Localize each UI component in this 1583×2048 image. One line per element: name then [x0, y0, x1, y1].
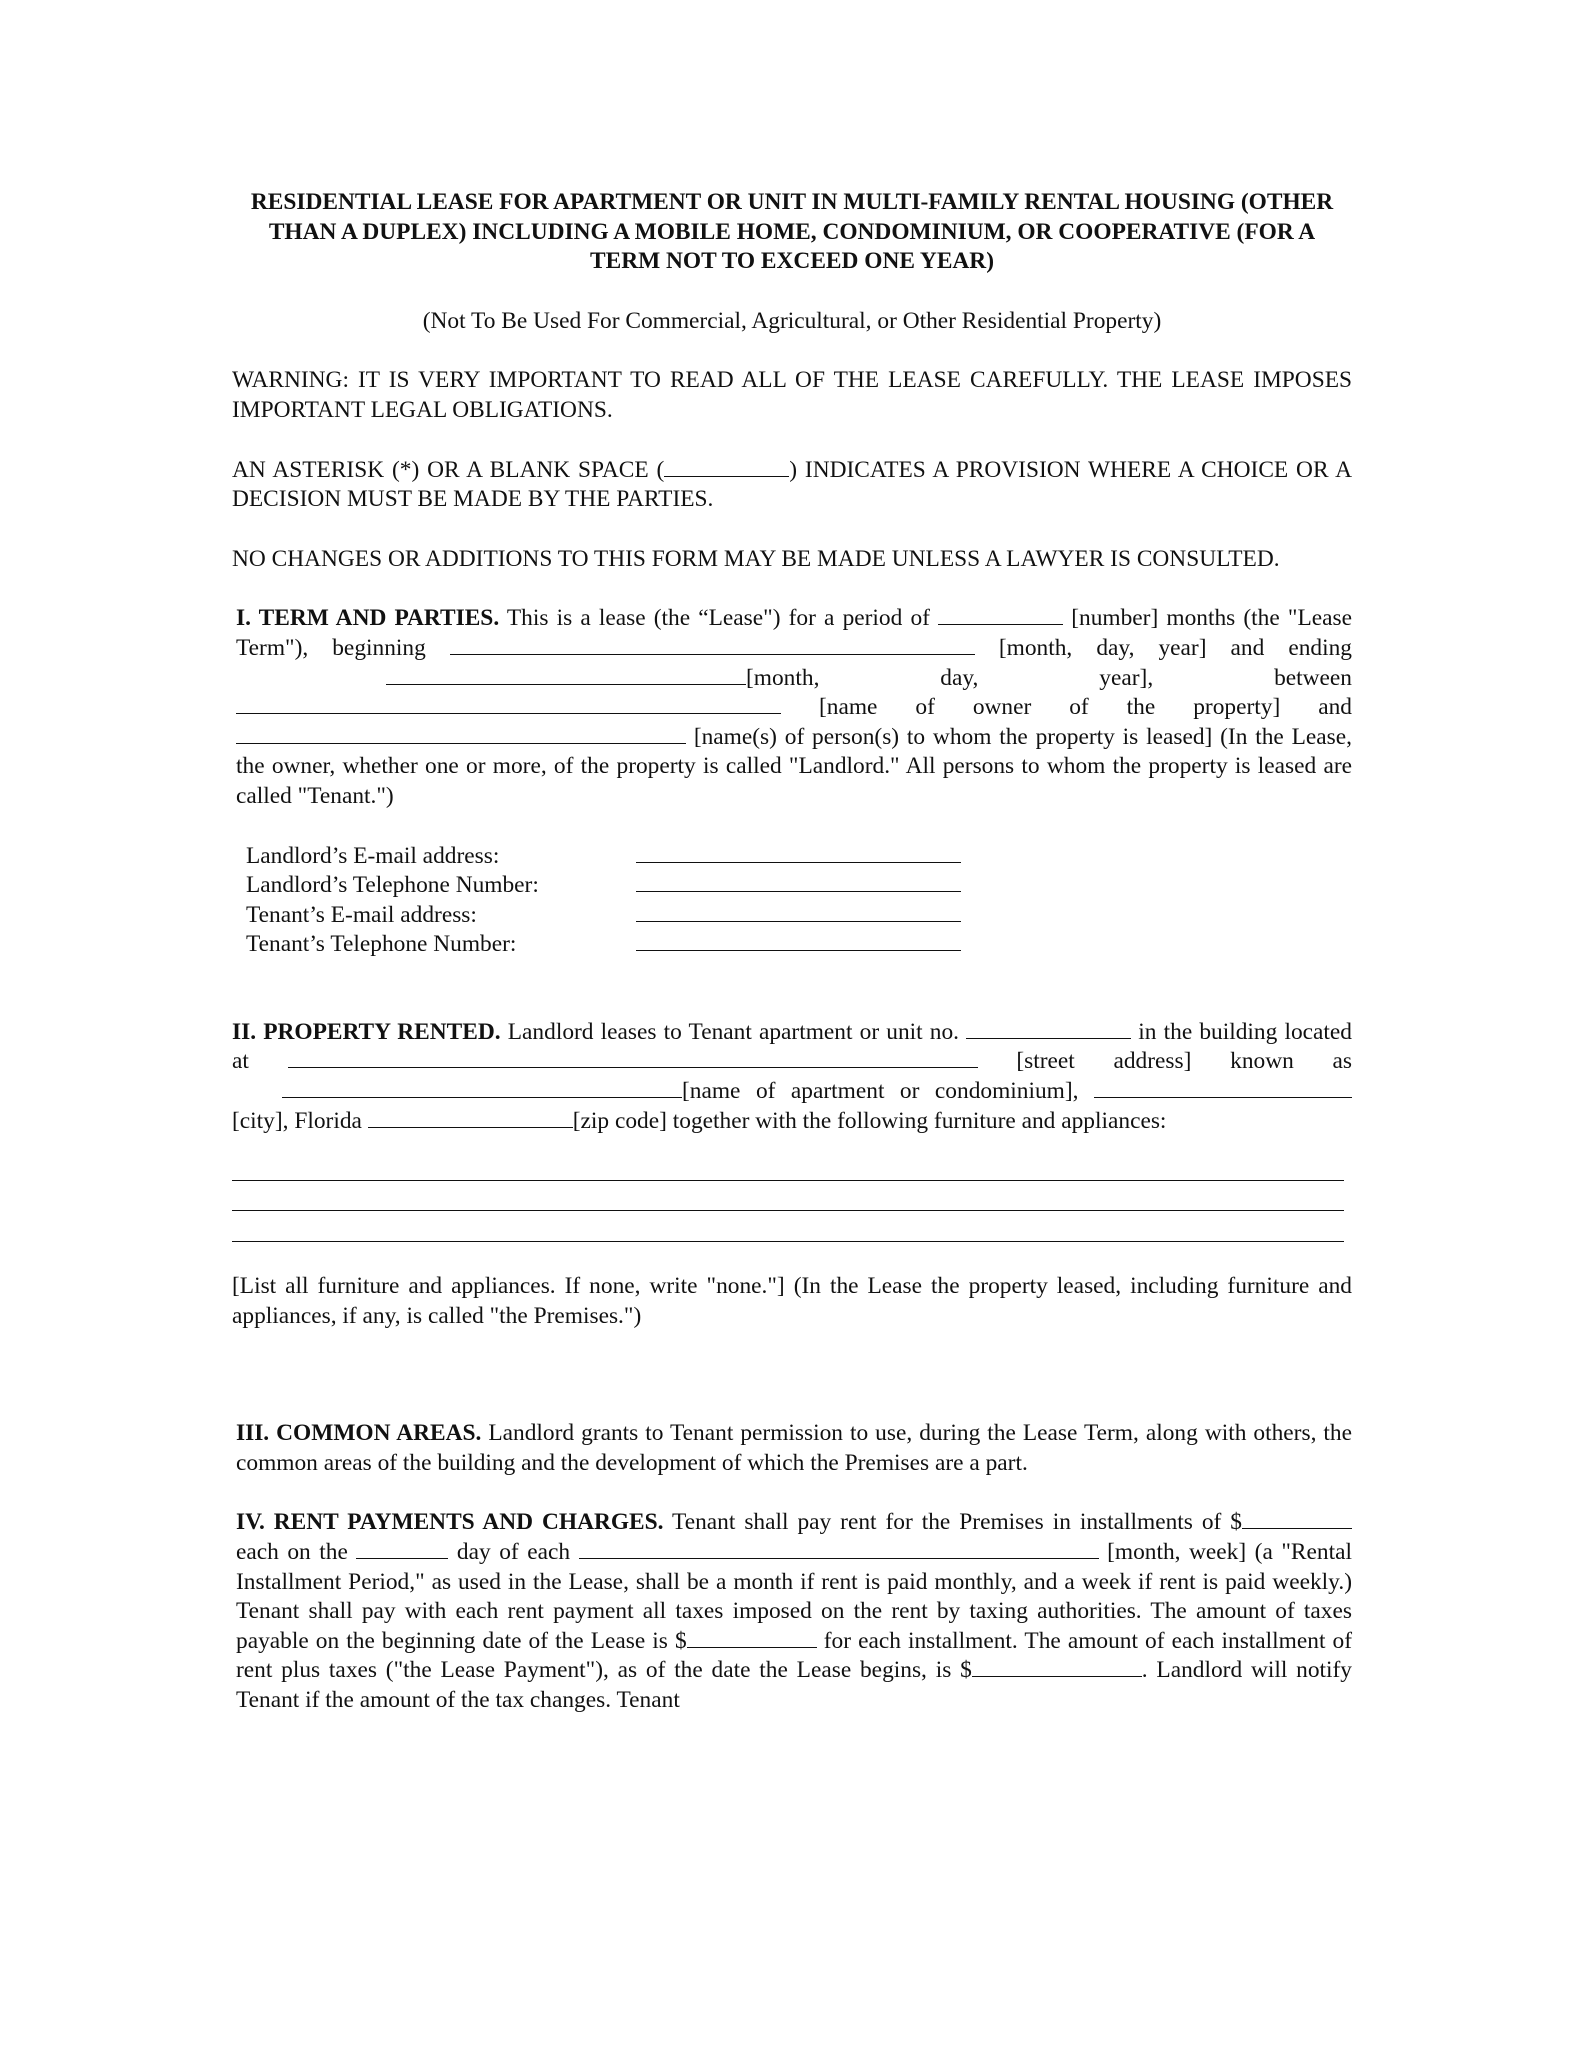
- warning-paragraph: WARNING: IT IS VERY IMPORTANT TO READ ALL OF THE LEASE CAREFULLY. THE LEASE IMPOSES IMPORTANT LEGAL OBLIGATIONS.: [232, 367, 1352, 423]
- tenant-names-field[interactable]: [236, 723, 686, 744]
- asterisk-text-a: AN ASTERISK (*) OR A BLANK SPACE (: [232, 456, 665, 483]
- rent-installment-field[interactable]: [1242, 1508, 1352, 1529]
- tenant-email-field[interactable]: [636, 901, 961, 922]
- landlord-phone-field[interactable]: [636, 871, 961, 892]
- tenant-phone-field[interactable]: [636, 930, 961, 951]
- lease-months-field[interactable]: [938, 604, 1063, 625]
- landlord-email-field[interactable]: [636, 842, 961, 863]
- lease-begin-date-field[interactable]: [450, 634, 975, 655]
- section-common-areas: III. COMMON AREAS. Landlord grants to Tenant permission to use, during the Lease Term, along with others, the common areas of the building and the development of which the Premises are a part.: [236, 1420, 1352, 1476]
- furniture-list-line[interactable]: [232, 1211, 1344, 1242]
- document-title: RESIDENTIAL LEASE FOR APARTMENT OR UNIT IN MULTI-FAMILY RENTAL HOUSING (OTHER THAN A DUPLEX) INCLUDING A MOBILE HOME, CONDOMINIUM, OR COOPERATIVE (FOR A TERM NOT TO EXCEED ONE YEAR): [250, 189, 1334, 275]
- tax-amount-field[interactable]: [687, 1627, 817, 1648]
- contact-label: Tenant’s E-mail address:: [246, 901, 477, 928]
- asterisk-text-b: ) INDICATES A PROVISION WHERE A CHOICE OR A DECISION MUST BE MADE BY THE PARTIES.: [232, 456, 1352, 513]
- section-property-rented: II. PROPERTY RENTED. Landlord leases to Tenant apartment or unit no. in the building located at [street address] known as [name of apartment or condominium], [city], Florida [zip code] together with the following furniture and appliances:: [232, 1018, 1353, 1134]
- zip-code-field[interactable]: [368, 1107, 573, 1128]
- document-subtitle: (Not To Be Used For Commercial, Agricultural, or Other Residential Property): [422, 307, 1162, 334]
- contact-row: [246, 871, 961, 901]
- apartment-name-field[interactable]: [282, 1077, 682, 1098]
- furniture-list-line[interactable]: [232, 1150, 1344, 1181]
- section-term-and-parties: I. TERM AND PARTIES. This is a lease (the “Lease") for a period of [number] months (the "Lease Term"), beginning [month, day, year] and ending [month, day, year], between [name of owner of the property] and [name(s) of person(s) to whom the property is leased] (In the Lease, the owner, whether one or more, of the property is called "Landlord." All persons to whom the property is leased are called "Tenant."): [236, 605, 1352, 809]
- contact-info-table: [246, 842, 961, 960]
- contact-label: Landlord’s Telephone Number:: [246, 872, 539, 899]
- rent-day-field[interactable]: [356, 1538, 448, 1559]
- contact-row: [246, 930, 961, 960]
- rent-period-field[interactable]: [579, 1538, 1099, 1559]
- furniture-list-note: [List all furniture and appliances. If none, write "none."] (In the Lease the property leased, including furniture and appliances, if any, is called "the Premises."): [232, 1273, 1352, 1329]
- asterisk-paragraph: [232, 456, 1352, 515]
- city-field[interactable]: [1094, 1077, 1352, 1098]
- contact-row: [246, 901, 961, 931]
- section-heading: IV. RENT PAYMENTS AND CHARGES.: [236, 1509, 664, 1536]
- contact-label: Landlord’s E-mail address:: [246, 842, 500, 869]
- section-heading: III. COMMON AREAS.: [236, 1420, 482, 1447]
- contact-label: Tenant’s Telephone Number:: [246, 931, 517, 958]
- no-changes-paragraph: NO CHANGES OR ADDITIONS TO THIS FORM MAY BE MADE UNLESS A LAWYER IS CONSULTED.: [232, 545, 1280, 572]
- contact-row: [246, 842, 961, 872]
- furniture-list-line[interactable]: [232, 1181, 1344, 1212]
- section-heading: II. PROPERTY RENTED.: [232, 1018, 501, 1045]
- unit-number-field[interactable]: [966, 1018, 1131, 1039]
- lease-payment-field[interactable]: [972, 1656, 1142, 1677]
- section-rent-payments: IV. RENT PAYMENTS AND CHARGES. Tenant shall pay rent for the Premises in installments of $ each on the day of each [month, week] (a "Rental Installment Period," as used in the Lease, shall be a month if rent is paid monthly, and a week if rent is paid weekly.) Tenant shall pay with each rent payment all taxes imposed on the rent by taxing authorities. The amount of taxes payable on the beginning date of the Lease is $ for each installment. The amount of each installment of rent plus taxes ("the Lease Payment"), as of the date the Lease begins, is $ . Landlord will notify Tenant if the amount of the tax changes. Tenant: [236, 1509, 1352, 1713]
- landlord-name-field[interactable]: [236, 693, 781, 714]
- lease-end-date-field[interactable]: [386, 664, 746, 685]
- example-blank: [664, 456, 789, 477]
- lease-document: [232, 188, 1352, 1716]
- section-heading: I. TERM AND PARTIES.: [236, 605, 500, 632]
- street-address-field[interactable]: [288, 1047, 978, 1068]
